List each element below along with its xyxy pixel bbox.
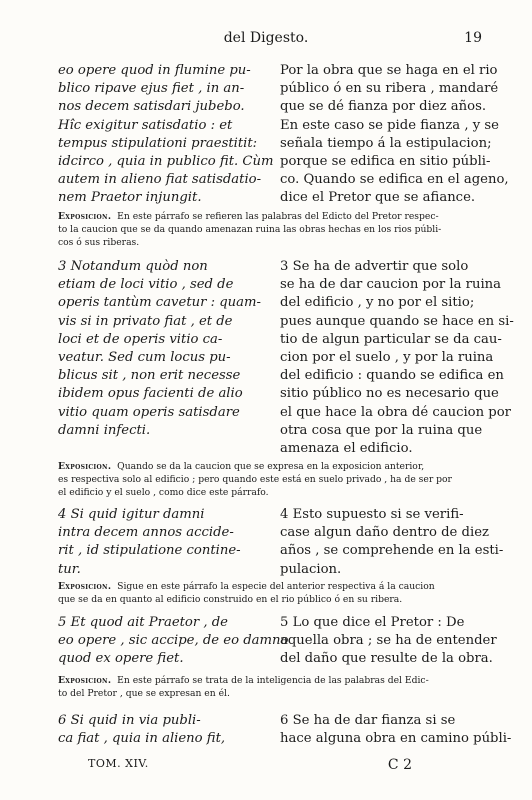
latin-line: 4 Si quid igitur damni <box>58 507 205 522</box>
exposicion-line <box>58 674 484 687</box>
exposicion-4 <box>58 674 484 700</box>
latin-line: vis si in privato fiat , et de <box>58 313 233 329</box>
latin-line: nem Praetor injungit. <box>58 190 202 206</box>
latin-line: operis tantùm cavetur : quam- <box>58 295 261 311</box>
exposicion-2 <box>58 460 484 499</box>
latin-line: eo opere , sic accipe, de eo damno <box>58 633 289 649</box>
latin-column <box>58 712 258 748</box>
spanish-line: del daño que resulte de la obra. <box>280 651 493 667</box>
spanish-line: co. Quando se edifica en el ageno, <box>280 172 509 188</box>
spanish-line: tio de algun particular se da cau- <box>280 331 502 347</box>
spanish-line: que se dé fianza por diez años. <box>280 99 487 115</box>
spanish-column <box>280 258 514 458</box>
latin-column <box>58 62 274 208</box>
exposicion-line: es respectiva solo al edificio ; pero quando este está en suelo privado , ha de ser por <box>58 474 452 485</box>
exposicion-label: Exposicion. <box>58 211 112 222</box>
exposicion-label: Exposicion. <box>58 675 112 686</box>
latin-line: 6 Si quid in via publi- <box>58 713 201 728</box>
latin-line: damni infecti. <box>58 422 151 438</box>
exposicion-line <box>58 460 484 473</box>
spanish-column <box>280 62 509 208</box>
spanish-line: hace alguna obra en camino públi- <box>280 731 512 747</box>
spanish-column <box>280 506 504 579</box>
latin-line: tur. <box>58 561 81 577</box>
spanish-line: sitio público no es necesario que <box>280 386 499 402</box>
latin-line: tempus stipulationi praestitit: <box>58 135 258 151</box>
exposicion-text: Sigue en este párrafo la especie del anterior respectiva á la caucion <box>117 581 435 592</box>
latin-column <box>58 258 261 440</box>
spanish-line: dice el Pretor que se afiance. <box>280 190 476 206</box>
exposicion-text: Quando se da la caucion que se expresa en la exposicion anterior, <box>117 461 425 472</box>
spanish-line: del edificio , y no por el sitio; <box>280 295 475 311</box>
latin-line: rit , id stipulatione contine- <box>58 543 241 559</box>
exposicion-line <box>58 580 484 593</box>
exposicion-line: to del Pretor , que se expresan en él. <box>58 688 230 699</box>
spanish-line: público ó en su ribera , mandaré <box>280 81 499 97</box>
latin-line: loci et de operis vitio ca- <box>58 331 223 347</box>
spanish-line: amenaza el edificio. <box>280 441 413 457</box>
page-header <box>50 30 482 50</box>
exposicion-line: cos ó sus riberas. <box>58 237 140 248</box>
latin-column <box>58 506 258 579</box>
signature-mark: C 2 <box>387 757 412 773</box>
spanish-line: aquella obra ; se ha de entender <box>280 633 497 649</box>
latin-line: autem in alieno fiat satisdatio- <box>58 172 262 188</box>
spanish-line: pues aunque quando se hace en si- <box>280 313 514 329</box>
exposicion-line: el edificio y el suelo , como dice este párrafo. <box>58 487 269 498</box>
page-number: 19 <box>464 30 482 46</box>
spanish-line: años , se comprehende en la esti- <box>280 543 504 559</box>
spanish-line: case algun daño dentro de diez <box>280 525 489 541</box>
spanish-line: otra cosa que por la ruina que <box>280 422 483 438</box>
exposicion-text: En este párrafo se trata de la inteligencia de las palabras del Edic- <box>117 675 429 686</box>
volume-mark: TOM. XIV. <box>88 757 149 770</box>
latin-line: eo opere quod in flumine pu- <box>58 63 251 78</box>
latin-line: blicus sit , non erit necesse <box>58 368 241 384</box>
page-footer <box>88 757 412 777</box>
spanish-line: el que hace la obra dé caucion por <box>280 404 511 420</box>
spanish-line: cion por el suelo , y por la ruina <box>280 350 494 366</box>
latin-line: etiam de loci vitio , sed de <box>58 277 234 293</box>
spanish-line: pulacion. <box>280 561 342 577</box>
spanish-line: 4 Esto supuesto si se verifi- <box>280 507 464 522</box>
latin-line: ibidem opus facienti de alio <box>58 386 243 402</box>
spanish-line: En este caso se pide fianza , y se <box>280 117 499 133</box>
latin-column <box>58 614 289 669</box>
latin-line: 5 Et quod ait Praetor , de <box>58 615 228 630</box>
latin-line: quod ex opere fiet. <box>58 651 184 667</box>
spanish-line: del edificio : quando se edifica en <box>280 368 504 384</box>
latin-line: ca fiat , quia in alieno fit, <box>58 731 226 747</box>
exposicion-line: to la caucion que se da quando amenazan ruina las obras hechas en los rios públi- <box>58 224 442 235</box>
latin-line: vitio quam operis satisdare <box>58 404 240 420</box>
exposicion-3 <box>58 580 484 606</box>
exposicion-line: que se da en quanto al edificio construido en el rio público ó en su ribera. <box>58 594 403 605</box>
spanish-line: se ha de dar caucion por la ruina <box>280 277 502 293</box>
exposicion-line <box>58 210 484 223</box>
spanish-column <box>280 614 497 669</box>
exposicion-label: Exposicion. <box>58 581 112 592</box>
exposicion-1 <box>58 210 484 249</box>
latin-line: blico ripave ejus fiet , in an- <box>58 81 245 97</box>
spanish-line: 6 Se ha de dar fianza si se <box>280 713 456 728</box>
latin-line: Hîc exigitur satisdatio : et <box>58 117 233 133</box>
spanish-line: 3 Se ha de advertir que solo <box>280 259 469 274</box>
latin-line: 3 Notandum quòd non <box>58 259 208 274</box>
exposicion-text: En este párrafo se refieren las palabras del Edicto del Pretor respec- <box>117 211 439 222</box>
latin-line: nos decem satisdari jubebo. <box>58 99 245 115</box>
spanish-line: señala tiempo á la estipulacion; <box>280 135 492 151</box>
spanish-line: Por la obra que se haga en el rio <box>280 63 498 78</box>
running-title: del Digesto. <box>223 30 309 46</box>
latin-line: veatur. Sed cum locus pu- <box>58 350 231 366</box>
spanish-column <box>280 712 512 748</box>
exposicion-label: Exposicion. <box>58 461 112 472</box>
latin-line: intra decem annos accide- <box>58 525 234 541</box>
spanish-line: porque se edifica en sitio públi- <box>280 154 491 170</box>
spanish-line: 5 Lo que dice el Pretor : De <box>280 615 465 630</box>
latin-line: idcirco , quia in publico fit. Cùm <box>58 154 274 170</box>
